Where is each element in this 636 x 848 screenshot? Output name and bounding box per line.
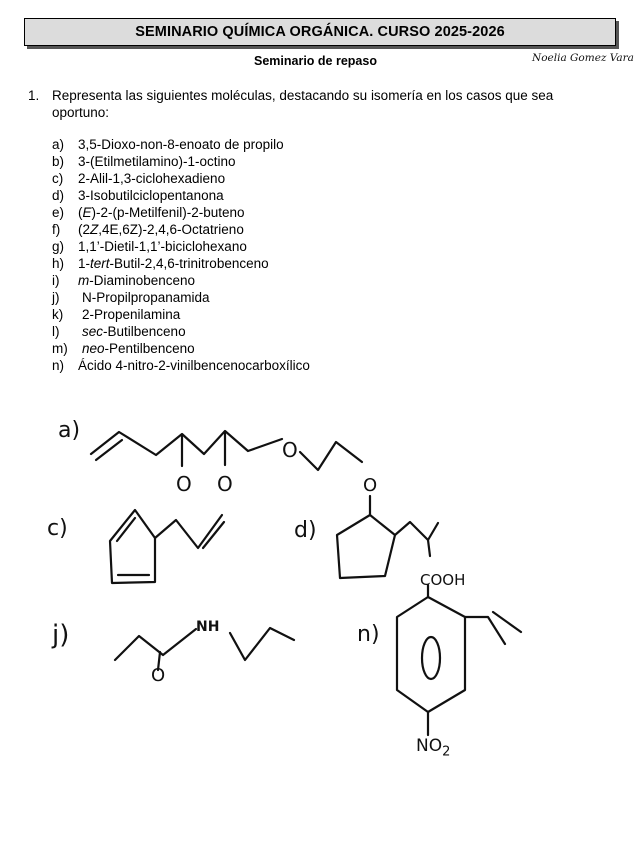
exercise-name-rest: -Diaminobenceno [89, 273, 196, 288]
document-title: SEMINARIO QUÍMICA ORGÁNICA. CURSO 2025-2026 [135, 24, 505, 40]
exercise-name-rest: N-Propilpropanamida [82, 290, 210, 305]
structure-n-no2-base: NO [416, 736, 443, 756]
structure-n-vinyl-double [493, 612, 521, 632]
exercise-name-rest: )-2-(p-Metilfenil)-2-buteno [91, 205, 245, 220]
exercise-name-italic: E [82, 205, 92, 220]
exercise-name-italic: tert [90, 256, 110, 271]
structure-n-cooh: COOH [420, 571, 466, 589]
exercise-letter: a) [52, 137, 65, 152]
exercise-name-italic: sec [82, 324, 104, 339]
structure-a-ester-oxygen: O [282, 438, 298, 462]
exercise-letter: f) [52, 222, 61, 237]
exercise-name-rest: -Butilbenceno [103, 324, 186, 339]
exercise-letter: i) [52, 273, 60, 288]
exercise-letter: n) [52, 358, 65, 373]
exercise-letter: m) [52, 341, 68, 356]
structure-n-no2-subscript: 2 [442, 744, 451, 760]
structure-n-ring [397, 597, 465, 712]
question-number: 1. [28, 88, 40, 103]
structure-j-propyl [230, 628, 294, 660]
exercise-name-rest: -Butil-2,4,6-trinitrobenceno [109, 256, 269, 271]
exercise-name-prefix: ( [78, 205, 83, 220]
exercise-letter: l) [52, 324, 60, 339]
exercise-letter: j) [52, 290, 60, 305]
structure-d-oxygen: O [363, 475, 378, 496]
exercise-name-prefix: (2 [78, 222, 91, 237]
document-subtitle: Seminario de repaso [254, 54, 377, 68]
handwritten-signature: Noelia Gomez Vara [532, 52, 634, 64]
structure-d-ring [337, 515, 395, 578]
exercise-name-rest: ,4E,6Z)-2,4,6-Octatrieno [98, 222, 244, 237]
label-j: j) [52, 620, 70, 650]
structure-j-oxygen: O [151, 665, 166, 686]
exercise-name-rest: 1,1’-Dietil-1,1’-biciclohexano [78, 239, 247, 254]
structure-a-oxygen-1: O [176, 472, 192, 496]
exercise-letter: b) [52, 154, 65, 169]
exercise-name-rest: -Pentilbenceno [104, 341, 195, 356]
structure-j-nh: NH [196, 619, 220, 635]
exercise-name-prefix: 1- [78, 256, 91, 271]
label-c: c) [47, 516, 68, 541]
exercise-name-rest: 3-(Etilmetilamino)-1-octino [78, 154, 236, 169]
structure-n-vinyl [465, 617, 505, 644]
exercise-name-italic: Z [90, 222, 99, 237]
exercise-letter: c) [52, 171, 64, 186]
exercise-letter: d) [52, 188, 65, 203]
exercise-name-rest: 2-Propenilamina [82, 307, 181, 322]
label-n: n) [357, 622, 380, 647]
exercise-letter: h) [52, 256, 65, 271]
exercise-name-rest: 3,5-Dioxo-non-8-enoato de propilo [78, 137, 284, 152]
label-d: d) [294, 518, 317, 543]
structure-n-aromatic-circle [422, 637, 440, 679]
structure-j-chain [115, 629, 196, 660]
structure-a-propyl [300, 442, 362, 470]
structure-a-oxygen-2: O [217, 472, 233, 496]
exercise-name-rest: 2-Alil-1,3-ciclohexadieno [78, 171, 226, 186]
exercise-name-rest: Ácido 4-nitro-2-vinilbencenocarboxílico [78, 358, 310, 373]
exercise-name-italic: neo [82, 341, 105, 356]
question-text: Representa las siguientes moléculas, destacando su isomería en los casos que sea oportuno: [52, 88, 554, 120]
exercise-letter: k) [52, 307, 64, 322]
structure-n-no2 [416, 736, 450, 759]
label-a: a) [58, 418, 81, 443]
structure-c-allyl [155, 515, 222, 548]
exercise-name-rest: 3-Isobutilciclopentanona [78, 188, 224, 203]
exercise-name-italic: m [78, 273, 90, 288]
structure-d-branch [395, 522, 430, 556]
exercise-letter: e) [52, 205, 65, 220]
structure-a-double-bond [96, 440, 122, 460]
exercise-letter: g) [52, 239, 65, 254]
structure-d-branch-methyl [428, 523, 438, 540]
